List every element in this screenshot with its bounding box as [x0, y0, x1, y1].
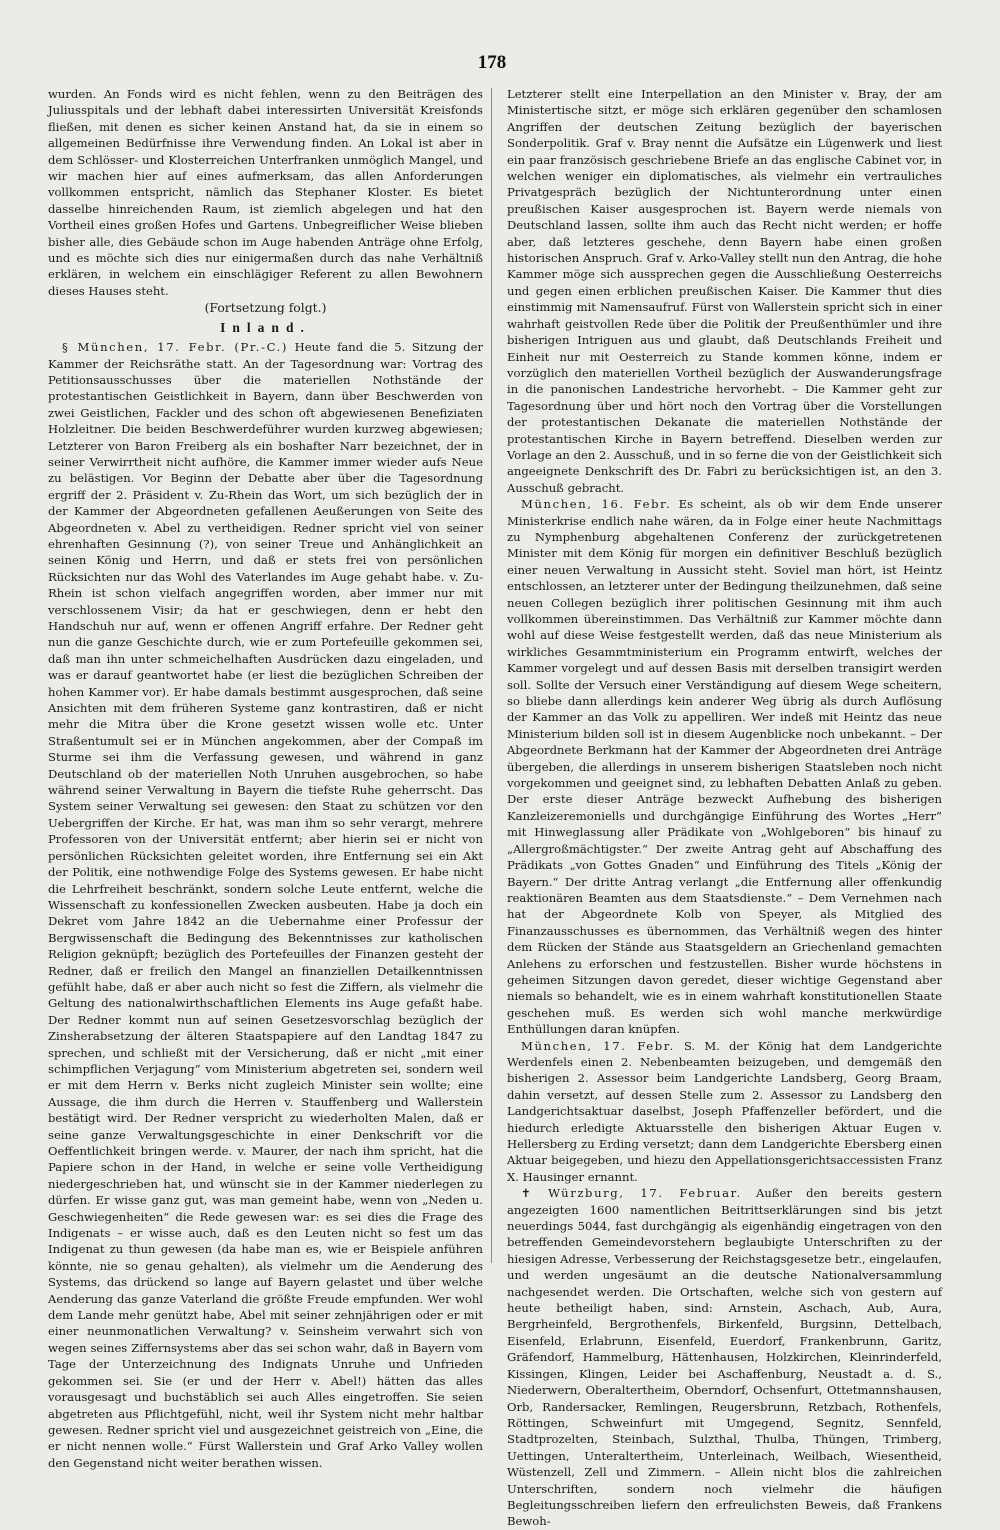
article-body: Außer den bereits gestern angezeigten 1600 namentlichen Beitrittserklärungen sind bis jetzt neuerdings 5044, fast durchgängig als eigenhändig eingetragen von den betreffenden Gemeindevorstehern beglaubigte Unterschriften zu der hiesigen Adresse, Verbesserung der Reichstagsgesetze betr., eingelaufen, und werden ungesäumt an die deutsche Nationalversammlung nachgesendet werden. Die Ortschaften, welche sich von gestern auf heute betheiligt haben, sind: Arnstein, Aschach, Aub, Aura, Bergrheinfeld, Bergrothenfels, Birkenfeld, Burgsinn, Dettelbach, Eisenfeld, Erlabrunn, Eisenfeld, Euerdorf, Frankenbrunn, Garitz, Gräfendorf, Hammelburg, Hättenhausen, Holzkirchen, Kleinrinderfeld, Kissingen, Klingen, Leider bei Aschaffenburg, Neustadt a. d. S., Niederwern, Oberaltertheim, Oberndorf, Ochsenfurt, Ottetmannshausen, Orb, Randersacker, Remlingen, Reugersbrunn, Retzbach, Rothenfels, Röttingen, Schweinfurt mit Umgegend, Segnitz, Sennfeld, Stadtprozelten, Steinbach, Sulzthal, Thulba, Thüngen, Trimberg, Uettingen, Unteraltertheim, Unterleinach, Weilbach, Wiesentheid, Wüstenzell, Zell und Zimmern. – Allein nicht blos die zahlreichen Unterschriften, sondern noch vielmehr die häufigen Begleitungsschreiben liefern den erfreulichsten Beweis, daß Frankens Bewoh-	[507, 1186, 942, 1529]
left-column	[48, 86, 483, 1470]
article-continuation-text: wurden. An Fonds wird es nicht fehlen, wenn zu den Beiträgen des Juliusspitals und der lebhaft dabei interessirten Universität Kreisfonds fließen, mit denen es sicher keinen Anstand hat, da sie in einem so allgemeinen Bedürfnisse ihre Verwendung finden. An Lokal ist aber in dem Schlösser- und Klosterreichen Unterfranken unmöglich Mangel, und wir machen hier auf eines aufmerksam, das allen Anforderungen vollkommen entspricht, nämlich das Stephaner Kloster. Es bietet dasselbe hinreichenden Raum, ist ziemlich abgelegen und hat den Vortheil eines großen Hofes und Gartens. Unbegreiflicher Weise blieben bisher alle, dies Gebäude schon im Auge habenden Anträge ohne Erfolg, und es möchte sich dies nur einigermaßen durch das nahe Verhältniß erklären, in welchem ein einschlägiger Referent zu allen Bewohnern dieses Hauses steht.	[48, 87, 483, 298]
article-body: S. M. der König hat dem Landgerichte Werdenfels einen 2. Nebenbeamten beizugeben, und demgemäß den bisherigen 2. Assessor beim Landgerichte Landsberg, Georg Braam, dahin versetzt, auf dessen Stelle zum 2. Assessor zu Landsberg den Landgerichtsaktuar daselbst, Joseph Pfaffenzeller befördert, und die hiedurch erledigte Aktuarsstelle den bisherigen Aktuar Eugen v. Hellersberg zu Erding versetzt; dann dem Landgerichte Ebersberg einen Aktuar beigegeben, und hiezu den Appellationsgerichtsaccessisten Franz X. Hausinger ernannt.	[507, 1038, 942, 1184]
article-continuation-text: Letzterer stellt eine Interpellation an den Minister v. Bray, der am Ministertische sitzt, er möge sich erklären gegenüber den schamlosen Angriffen der deutschen Zeitung bezüglich der bayerischen Sonderpolitik. Graf v. Bray nennt die Aufsätze ein Lügenwerk und liest ein paar französisch geschriebene Briefe an das englische Cabinet vor, in welchen weniger ein diplomatisches, als vielmehr ein vertrauliches Privatgespräch bezüglich der Nichtunterordnung unter einen preußischen Kaiser ausgesprochen ist. Bayern werde niemals von Deutschland lassen, sollte ihm auch das Recht nicht werden; er hoffe aber, daß letzteres geschehe, denn Bayern habe einen großen historischen Anspruch. Graf v. Arko-Valley stellt nun den Antrag, die hohe Kammer möge sich aussprechen gegen die Ausschließung Oesterreichs und gegen einen erblichen preußischen Kaiser. Die Kammer thut dies einstimmig mit Namensaufruf. Fürst von Wallerstein spricht sich in einer wahrhaft geistvollen Rede über die Politik der Preußenthümler und ihre bisherigen Intriguen aus und glaubt, daß Deutschlands Freiheit und Einheit nur mit Oesterreich zu Stande kommen könne, indem er vorzüglich den materiellen Vortheil bezüglich der Auswanderungsfrage in die panonischen Landestriche hervorhebt. – Die Kammer geht zur Tagesordnung über und hört noch den Vortrag über die Vorstellungen der protestantischen Dekanate die materiellen Nothstände der protestantischen Kirche in Bayern betreffend. Dieselben werden zur Vorlage an den 2. Ausschuß, und in so ferne die von der Geistlichkeit sich angeeignete Denkschrift des Dr. Fabri zu berücksichtigen ist, an den 3. Ausschuß gebracht.	[507, 87, 942, 495]
article-wuerzburg	[507, 1185, 942, 1530]
continued-note: (Fortsetzung folgt.)	[204, 300, 327, 316]
article-muenchen-landgerichte	[507, 1038, 942, 1186]
right-column	[507, 86, 943, 1529]
article-muenchen-ministerkrise	[507, 496, 942, 1037]
section-heading-inland: Inland.	[220, 319, 311, 335]
article-body: Es scheint, als ob wir dem Ende unserer Ministerkrise endlich nahe wären, da in Folge einer heute Nachmittags zu Nymphenburg abgehaltenen Conferenz der zurückgetretenen Minister mit dem König für morgen ein definitiver Beschluß bezüglich einer neuen Verwaltung in Aussicht steht. Soviel man hört, ist Heintz entschlossen, an letzterer unter der Bedingung theilzunehmen, daß seine neuen Collegen bezüglich ihrer politischen Gesinnung mit ihm auch vollkommen übereinstimmen. Das Verhältniß zur Kammer möchte dann wohl auf diese Weise festgestellt werden, daß das neue Ministerium als wirkliches Gesammtministerium ein Programm entwirft, welches der Kammer vorgelegt und auf dessen Basis mit derselben transigirt werden soll. Sollte der Versuch einer Verständigung auf diesem Wege scheitern, so bliebe dann allerdings kein anderer Weg übrig als durch Auflösung der Kammer an das Volk zu appelliren. Wer indeß mit Heintz das neue Ministerium bilden soll ist in diesem Augenblicke noch unbekannt. – Der Abgeordnete Berkmann hat der Kammer der Abgeordneten drei Anträge übergeben, die allerdings in unserem bisherigen Staatsleben noch nicht vorgekommen und geeignet sind, zu lebhaften Debatten Anlaß zu geben. Der erste dieser Anträge bezweckt Aufhebung des bisherigen Kanzleizeremoniells und durchgängige Einführung des Wortes „Herr“ mit Hinweglassung aller Prädikate von „Wohlgeboren“ bis hinauf zu „Allergroßmächtigster.“ Der zweite Antrag geht auf Abschaffung des Prädikats „von Gottes Gnaden“ und Einführung des Titels „König der Bayern.“ Der dritte Antrag verlangt „die Entfernung aller offenkundig reaktionären Beamten aus dem Staatsdienste.“ – Dem Vernehmen nach hat der Abgeordnete Kolb von Speyer, als Mitglied des Finanzausschusses es übernommen, das Verhältniß wegen des hinter dem Rücken der Stände aus Staatsgeldern an Griechenland gemachten Anlehens zu erforschen und festzustellen. Bisher wurde höchstens in geheimen Sitzungen davon geredet, dieser wichtige Gegenstand aber niemals so behandelt, wie es in einem wahrhaft konstitutionellen Staate geschehen muß. Es werden sich wohl manche merkwürdige Enthüllungen daran knüpfen.	[507, 497, 943, 1037]
column-divider	[491, 88, 492, 1263]
page-number: 178	[477, 52, 507, 73]
dateline: München, 17. Febr.	[521, 1038, 675, 1053]
dateline: § München, 17. Febr. (Pr.-C.)	[62, 340, 289, 355]
dateline: ✝ Würzburg, 17. Februar.	[521, 1186, 742, 1201]
dateline: München, 16. Febr.	[521, 497, 672, 512]
article-body: Heute fand die 5. Sitzung der Kammer der Reichsräthe statt. An der Tagesordnung war: Vortrag des Petitionsausschusses über die materiellen Nothstände der protestantischen Geistlichkeit in Bayern, dann über Beschwerden von zwei Geistlichen, Fackler und des schon oft abgewiesenen Benefiziaten Holzleitner. Die beiden Beschwerdeführer wurden kurzweg abgewiesen; Letzterer von Baron Freiberg als ein boshafter Narr bezeichnet, der in seiner Verwirrtheit nicht aufhöre, die Kammer immer wieder aufs Neue zu belästigen. Vor Beginn der Debatte aber über die Tagesordnung ergriff der 2. Präsident v. Zu-Rhein das Wort, um sich bezüglich der in der Kammer der Abgeordneten gefallenen Aeußerungen von Seite des Abgeordneten v. Abel zu vertheidigen. Redner spricht viel von seiner ehrenhaften Gesinnung (?), von seiner Treue und Anhänglichkeit an seinen König und Herrn, und daß er stets frei von persönlichen Rücksichten nur das Wohl des Vaterlandes im Auge gehabt habe. v. Zu-Rhein ist schon vielfach angegriffen worden, aber immer nur mit verschlossenem Visir; da hat er geschwiegen, denn er hebt den Handschuh nur auf, wenn er offenen Angriff erfahre. Der Redner geht nun die ganze Geschichte durch, wie er zum Portefeuille gekommen sei, daß man ihn unter schmeichelhaften Ausdrücken dazu eingeladen, und was er darauf geantwortet habe (er liest die bezüglichen Schreiben der hohen Kammer vor). Er habe damals bestimmt ausgesprochen, daß seine Ansichten mit dem früheren Systeme ganz kontrastiren, daß er nicht mehr die Mitra über die Krone gesetzt wissen wolle etc. Unter Straßentumult sei er in München angekommen, aber der Compaß im Sturme sei ihm die Verfassung gewesen, und während in ganz Deutschland ob der materiellen Noth Unruhen ausgebrochen, so habe während seiner Verwaltung in Bayern die tiefste Ruhe geherrscht. Das System seiner Verwaltung sei gewesen: den Staat zu schützen vor den Uebergriffen der Kirche. Er hat, was man ihm so sehr verargt, mehrere Professoren von der Universität entfernt; aber hierin sei er nicht von persönlichen Rücksichten geleitet worden, ihre Entfernung sei ein Akt der Politik, eine nothwendige Folge des Systems gewesen. Er habe nicht die Lehrfreiheit beschränkt, sondern solche Leute entfernt, welche die Wissenschaft zu konfessionellen Zwecken ausbeuten. Habe ja doch ein Dekret vom Jahre 1842 an die Uebernahme einer Professur der Bergwissenschaft die Bedingung des Bekenntnisses zur katholischen Religion geknüpft; bezüglich des Portefeuilles der Finanzen gesteht der Redner, daß er freilich den Mangel an finanziellen Detailkenntnissen gefühlt habe, daß er aber auch nicht so fest die Ziffern, als vielmehr die Geltung des nationalwirthschaftlichen Elements ins Auge gefaßt habe. Der Redner kommt nun auf seinen Gesetzesvorschlag bezüglich der Zinsherabsetzung der älteren Staatspapiere auf den Landtag 1847 zu sprechen, und schließt mit der Versicherung, daß er nicht „mit einer schimpflichen Verjagung“ vom Ministerium abgetreten sei, sondern weil er mit dem Herrn v. Berks nicht zugleich Minister sein wollte; eine Aussage, die ihm durch die Herren v. Stauffenberg und Wallerstein bestätigt wird. Der Redner verspricht zu wiederholten Malen, daß er seine ganze Verwaltungsgeschichte in einer Denkschrift vor die Oeffentlichkeit bringen werde. v. Maurer, der nach ihm spricht, hat die Papiere schon in der Hand, in welche er seine volle Vertheidigung niedergeschrieben hat, und wünscht sie in der Kammer niederlegen zu dürfen. Er wisse ganz gut, was man gemeint habe, wenn von „Neden u. Geschwiegenheiten“ die Rede gewesen war: es sei dies die Frage des Indigenats – er wisse auch, daß es den Leuten nicht so fest um das Indigenat zu thun gewesen (da habe man es, wie er Beispiele anführen könnte, nie so genau gehalten), als vielmehr um die Aenderung des Systems, das drückend so lange auf Bayern gelastet und über welche Aenderung das ganze Vaterland die größte Freude empfunden. Wer wohl dem Lande mehr genützt habe, Abel mit seiner zehnjährigen oder er mit einer neunmonatlichen Verwaltung? v. Seinsheim verwahrt sich von wegen seines Ziffernsystems aber das sei schon wahr, daß in Bayern vom Tage der Unterzeichnung des Indignats Unruhe und Unfrieden gekommen sei. Sie (er und der Herr v. Abel!) hätten das alles vorausgesagt und buchstäblich sei auch Alles eingetroffen. Sie seien abgetreten aus Pflichtgefühl, nicht, weil ihr System nicht mehr haltbar gewesen. Redner spricht viel und ausgezeichnet geistreich von „Eine, die er nicht nennen wolle.“ Fürst Wallerstein und Graf Arko Valley wollen den Gegenstand nicht weiter berathen wissen.	[48, 340, 483, 1470]
article-muenchen-reichsraethe	[48, 339, 483, 1471]
